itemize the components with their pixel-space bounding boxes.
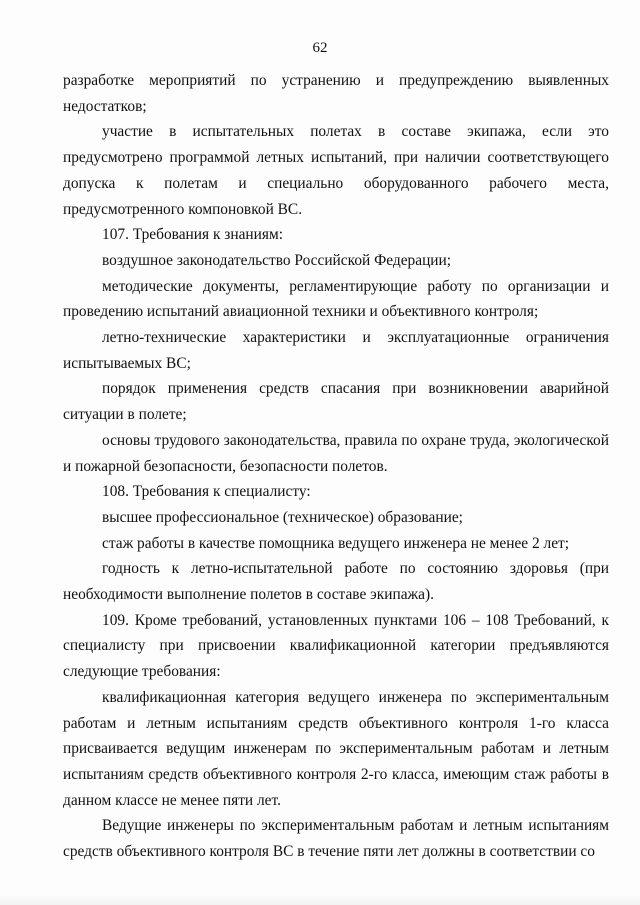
paragraph-continuation-measures: разработке мероприятий по устранению и предупреждению выявленных недостатков; bbox=[63, 72, 609, 115]
paragraph-rescue-means: порядок применения средств спасания при возникновении аварийной ситуации в полете; bbox=[63, 380, 609, 424]
page-number: 62 bbox=[312, 40, 328, 56]
paragraph-higher-education: высшее профессиональное (техническое) образование; bbox=[102, 508, 463, 526]
paragraph-107-heading: 107. Требования к знаниям: bbox=[102, 226, 283, 244]
paragraph-methodical-documents: методические документы, регламентирующие работу по организации и проведению испытаний авиационной техники и объективного контроля; bbox=[63, 277, 609, 321]
paragraph-qualification-category: квалификационная категория ведущего инженера по экспериментальным работам и летным испытаниям средств объективного контроля 1-го класса присваивается ведущим инженерам по экспериментальным работам и летным испытаниям средств объективного контроля 2-го класса, имеющим стаж работы в данном классе не менее пяти лет. bbox=[63, 688, 609, 809]
paragraph-lead-engineers: Ведущие инженеры по экспериментальным работам и летным испытаниям средств объективного контроля ВС в течение пяти лет должны в соответствии со bbox=[63, 817, 609, 861]
paragraph-health-fitness: годность к летно-испытательной работе по состоянию здоровья (при необходимости выполнение полетов в составе экипажа). bbox=[63, 560, 609, 604]
paragraph-109-heading: 109. Кроме требований, установленных пунктами 106 – 108 Требований, к специалисту при присвоении квалификационной категории предъявляются следующие требования: bbox=[63, 611, 609, 681]
paragraph-work-experience: стаж работы в качестве помощника ведущего инженера не менее 2 лет; bbox=[102, 534, 570, 552]
scan-bottom-edge bbox=[0, 895, 640, 905]
paragraph-labor-law: основы трудового законодательства, правила по охране труда, экологической и пожарной безопасности, безопасности полетов. bbox=[63, 431, 609, 475]
paragraph-flight-characteristics: летно-технические характеристики и эксплуатационные ограничения испытываемых ВС; bbox=[63, 329, 609, 372]
document-body bbox=[63, 68, 609, 865]
paragraph-flight-participation: участие в испытательных полетах в составе экипажа, если это предусмотрено программой летных испытаний, при наличии соответствующего допуска к полетам и специально оборудованного рабочего места, предусмотренного компоновкой ВС. bbox=[63, 123, 609, 218]
paragraph-108-heading: 108. Требования к специалисту: bbox=[102, 483, 311, 501]
paragraph-air-legislation: воздушное законодательство Российской Федерации; bbox=[102, 251, 452, 269]
